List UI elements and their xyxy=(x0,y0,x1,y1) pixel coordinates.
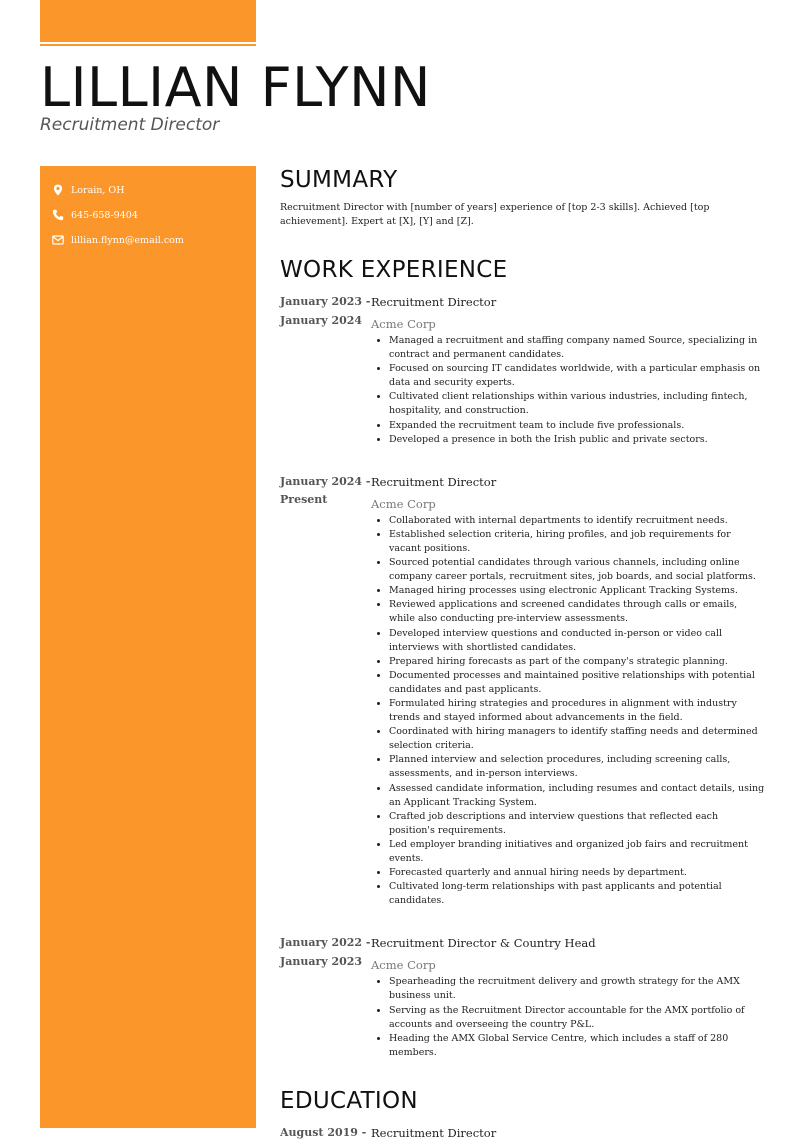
job-company: Acme Corp xyxy=(371,958,436,973)
job-bullet: • Coordinated with hiring managers to identify staffing needs and determined selection criteria. xyxy=(389,725,765,753)
sidebar-top-bar xyxy=(40,0,256,42)
job-entry xyxy=(280,293,765,447)
job-company: Acme Corp xyxy=(371,317,436,331)
education-entry xyxy=(280,1124,765,1142)
job-bullet: • Formulated hiring strategies and procedures in alignment with industry trends and stayed informed about advancements in the field. xyxy=(389,697,765,725)
job-bullet: • Developed interview questions and conducted in-person or video call interviews with shortlisted candidates. xyxy=(389,627,765,655)
job-bullet: • Sourced potential candidates through various channels, including online company career portals, recruitment sites, job boards, and social platforms. xyxy=(389,556,765,584)
job-bullets xyxy=(371,975,765,1060)
summary-title: SUMMARY xyxy=(280,167,398,193)
education-title: EDUCATION xyxy=(280,1087,418,1114)
job-bullet: • Serving as the Recruitment Director accountable for the AMX portfolio of accounts and overseeing the country P&L. xyxy=(389,1004,765,1032)
job-bullet: • Planned interview and selection procedures, including screening calls, assessments, and in-person interviews. xyxy=(389,753,765,781)
job-bullet: • Assessed candidate information, including resumes and contact details, using an Applicant Tracking System. xyxy=(389,782,765,810)
contact-email-text: lillian.flynn@email.com xyxy=(71,234,184,246)
sidebar-top-rule xyxy=(40,44,256,46)
contact-phone xyxy=(52,203,252,227)
envelope-icon xyxy=(52,234,64,246)
education-dates: August 2019 - xyxy=(280,1125,367,1139)
job-bullets xyxy=(371,514,765,909)
job-bullet: • Spearheading the recruitment delivery and growth strategy for the AMX business unit. xyxy=(389,975,765,1003)
job-bullet: • Cultivated long-term relationships with past applicants and potential candidates. xyxy=(389,880,765,908)
job-entry xyxy=(280,934,765,1060)
job-title: Recruitment Director & Country Head xyxy=(371,936,596,951)
job-bullet: • Managed a recruitment and staffing company named Source, specializing in contract and permanent candidates. xyxy=(389,334,765,362)
job-company: Acme Corp xyxy=(371,496,436,511)
candidate-name: LILLIAN FLYNN xyxy=(40,56,431,119)
contact-location xyxy=(52,178,252,202)
job-bullet: • Focused on sourcing IT candidates worldwide, with a particular emphasis on data and security experts. xyxy=(389,362,765,390)
contact-list xyxy=(52,178,252,253)
job-bullet: • Developed a presence in both the Irish public and private sectors. xyxy=(389,433,765,447)
main-content xyxy=(280,166,765,1142)
job-dates: January 2023 - January 2024 xyxy=(280,295,371,327)
job-bullet: • Reviewed applications and screened candidates through calls or emails, while also conducting pre-interview assessments. xyxy=(389,598,765,626)
job-bullet: • Documented processes and maintained positive relationships with potential candidates and past applicants. xyxy=(389,669,765,697)
summary-text: Recruitment Director with [number of years] experience of [top 2-3 skills]. Achieved [top achievement]. Expert at [X], [Y] and [Z]. xyxy=(280,202,710,227)
job-dates: January 2024 - Present xyxy=(280,474,371,507)
job-bullet: • Crafted job descriptions and interview questions that reflected each position's requirements. xyxy=(389,810,765,838)
job-bullet: • Heading the AMX Global Service Centre, which includes a staff of 280 members. xyxy=(389,1032,765,1060)
job-bullet: • Collaborated with internal departments to identify recruitment needs. xyxy=(389,514,765,528)
job-entry xyxy=(280,473,765,909)
job-bullet: • Managed hiring processes using electronic Applicant Tracking Systems. xyxy=(389,584,765,598)
job-bullet: • Cultivated client relationships within various industries, including fintech, hospitality, and construction. xyxy=(389,390,765,418)
job-dates: January 2022 - January 2023 xyxy=(280,936,371,968)
phone-icon xyxy=(52,209,64,221)
job-bullet: • Led employer branding initiatives and organized job fairs and recruitment events. xyxy=(389,838,765,866)
job-title: Recruitment Director xyxy=(371,295,497,309)
job-bullet: • Expanded the recruitment team to include five professionals. xyxy=(389,419,765,433)
experience-title: WORK EXPERIENCE xyxy=(280,257,508,283)
job-bullet: • Prepared hiring forecasts as part of the company's strategic planning. xyxy=(389,655,765,669)
candidate-role: Recruitment Director xyxy=(40,115,220,135)
location-pin-icon xyxy=(52,184,64,196)
contact-location-text: Lorain, OH xyxy=(71,184,125,196)
job-title: Recruitment Director xyxy=(371,474,497,489)
job-bullet: • Forecasted quarterly and annual hiring needs by department. xyxy=(389,866,765,880)
sidebar xyxy=(40,166,256,1128)
job-bullets xyxy=(371,334,765,447)
education-title-text: Recruitment Director xyxy=(371,1125,497,1140)
contact-email xyxy=(52,228,252,252)
contact-phone-text: 645-658-9404 xyxy=(71,209,138,221)
job-bullet: • Established selection criteria, hiring profiles, and job requirements for vacant positions. xyxy=(389,528,765,556)
